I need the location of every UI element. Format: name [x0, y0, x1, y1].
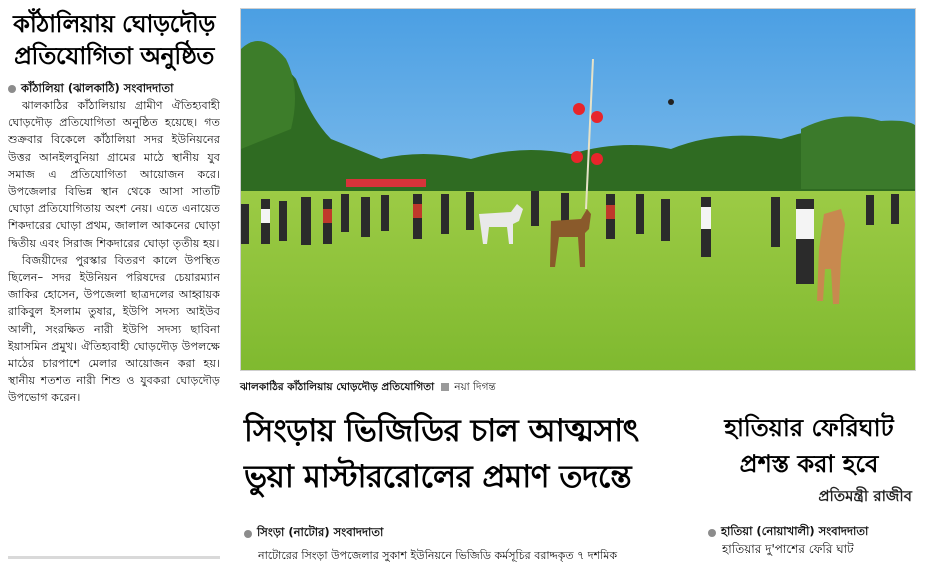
photo-source: নয়া দিগন্ত [454, 381, 496, 393]
balloon [571, 151, 583, 163]
bullet-icon [244, 530, 252, 538]
left-article-headline [8, 8, 220, 72]
horse-race-photo [241, 9, 916, 371]
left-headline-line-2: প্রতিযোগিতা অনুষ্ঠিত [14, 42, 214, 70]
middle-article-byline [244, 524, 383, 543]
photo-caption-text: ঝালকাঠির কাঁঠালিয়ায় ঘোড়দৌড় প্রতিযোগিতা [240, 381, 435, 393]
tree-right [801, 117, 916, 190]
right-article-byline [708, 523, 868, 542]
mid-byline-text: সিংড়া (নাটোর) সংবাদদাতা [257, 525, 384, 539]
left-paragraph-2: বিজয়ীদের পুরস্কার বিতরণ কালে উপস্থিত ছিলেন– সদর ইউনিয়ন পরিষদের চেয়ারম্যান জাকির হোসেন, উপজেলা ছাত্রদলের আহ্বায়ক রাকিবুল ইসলাম তুষার, ইউপি সদস্য আইউব আলী, সংরক্ষিত নারী ইউপি সদস্য ছাবিনা ইয়াসমিন প্রমুখ। ঐতিহ্যবাহী ঘোড়দৌড় উপলক্ষে মাঠের চারপাশে মেলার আয়োজন করা হয়। স্থানীয় শতশত নারী শিশু ও যুবকরা ঘোড়দৌড় উপভোগ করেন। [8, 253, 220, 405]
right-headline-line-2: প্রশস্ত করা হবে [739, 450, 879, 478]
news-photo [240, 8, 916, 371]
left-article-body [8, 97, 220, 407]
right-article-body: হাতিয়ার দু'পাশের ফেরি ঘাট [722, 542, 854, 556]
left-article [8, 8, 220, 563]
balloon [591, 111, 603, 123]
right-article-subheadline: প্রতিমন্ত্রী রাজীব [818, 487, 912, 505]
photo-caption [240, 380, 740, 394]
right-byline-text: হাতিয়া (নোয়াখালী) সংবাদদাতা [721, 524, 869, 538]
kite [668, 99, 674, 105]
middle-article-headline [244, 408, 694, 500]
tent [346, 179, 426, 187]
square-icon [441, 383, 449, 391]
mid-headline-line-1: সিংড়ায় ভিজিডির চাল আত্মসাৎ [244, 413, 639, 449]
left-article-byline [8, 80, 220, 97]
left-headline-line-1: কাঁঠালিয়ায় ঘোড়দৌড় [13, 10, 215, 38]
left-byline-text: কাঁঠালিয়া (ঝালকাঠি) সংবাদদাতা [21, 81, 174, 95]
bullet-icon [708, 529, 716, 537]
left-paragraph-1: ঝালকাঠির কাঁঠালিয়ায় গ্রামীণ ঐতিহ্যবাহী ঘোড়দৌড় প্রতিযোগিতা অনুষ্ঠিত হয়েছে। গত শুক্রবার বিকেলে কাঁঠালিয়া সদর ইউনিয়নের উত্তর আনইলবুনিয়া গ্রামের মাঠে স্থানীয় যুব সমাজ এ প্রতিযোগিতা আয়োজন করে। উপজেলার বিভিন্ন স্থান থেকে আসা সাতটি ঘোড়া প্রতিযোগিতায় অংশ নেয়। এতে এনায়েত শিকদারের ঘোড়া প্রথম, জালাল আকনের ঘোড়া দ্বিতীয় এবং সিরাজ শিকদারের ঘোড়া তৃতীয় হয়। [8, 99, 220, 250]
column-divider [8, 556, 220, 559]
balloon [591, 153, 603, 165]
right-article-headline [702, 410, 916, 482]
middle-article-body: নাটোরের সিংড়া উপজেলার সুকাশ ইউনিয়নে ভিজিডি কর্মসূচির বরাদ্দকৃত ৭ দশমিক [258, 549, 618, 562]
right-headline-line-1: হাতিয়ার ফেরিঘাট [724, 414, 894, 442]
balloon [573, 103, 585, 115]
bullet-icon [8, 85, 16, 93]
mid-headline-line-2: ভুয়া মাস্টাররোলের প্রমাণ তদন্তে [244, 459, 632, 495]
